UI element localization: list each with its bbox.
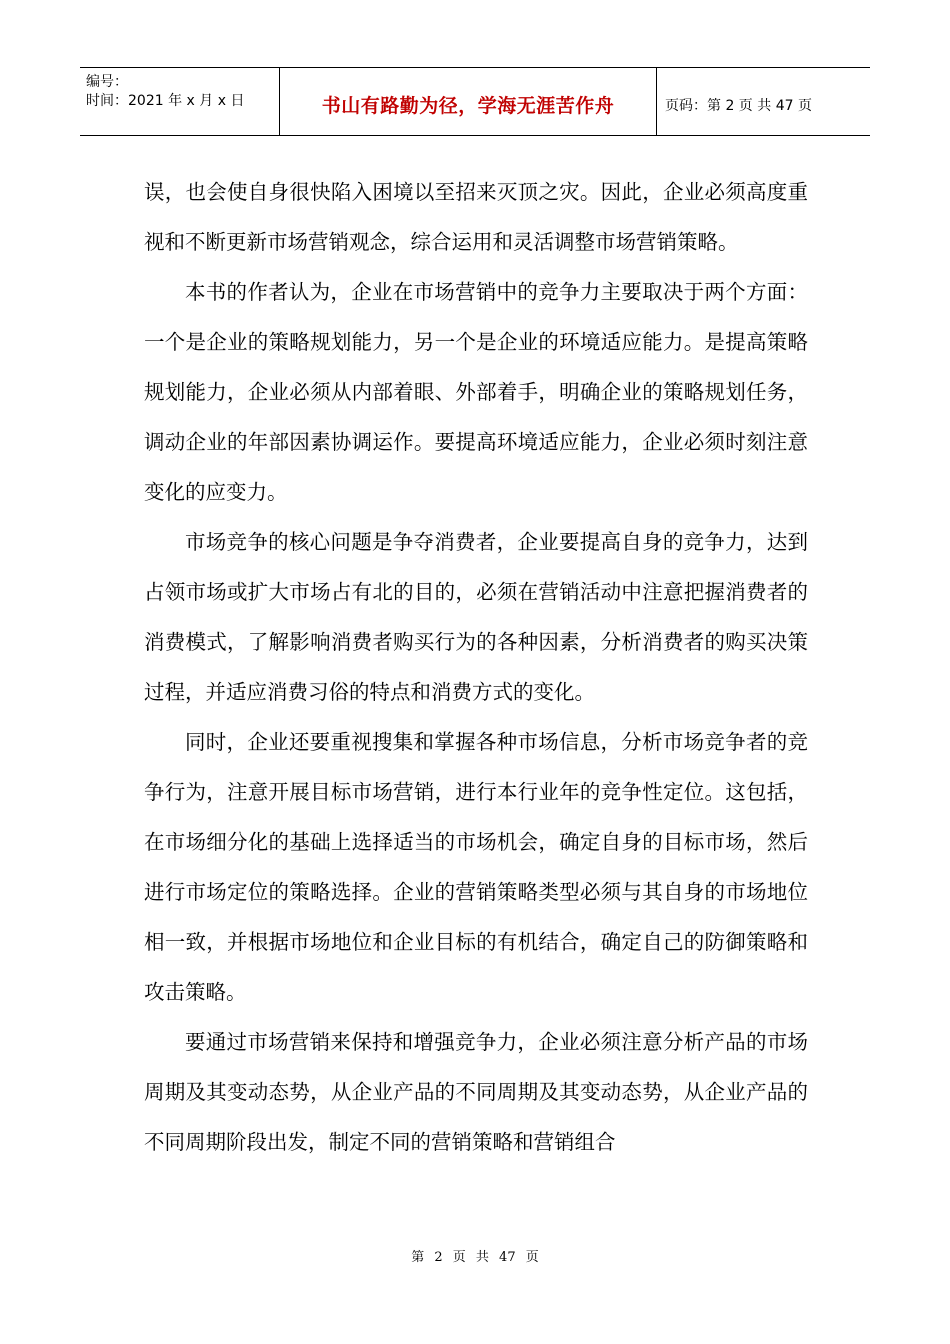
header-meta — [80, 68, 280, 135]
page-footer: 第 2 页 共 47 页 — [411, 1250, 539, 1265]
body-paragraph: 本书的作者认为，企业在市场营销中的竞争力主要取决于两个方面：一个是企业的策略规划能力，另一个是企业的环境适应能力。是提高策略规划能力，企业必须从内部着眼、外部着手，明确企业的策略规划任务，调动企业的年部因素协调运作。要提高环境适应能力，企业必须时刻注意变化的应变力。 — [144, 280, 808, 504]
body-paragraph: 市场竞争的核心问题是争夺消费者，企业要提高自身的竞争力，达到占领市场或扩大市场占有北的目的，必须在营销活动中注意把握消费者的消费模式，了解影响消费者购买行为的各种因素，分析消费者的购买决策过程，并适应消费习俗的特点和消费方式的变化。 — [144, 530, 808, 704]
document-date: 时间：2021 年 x 月 x 日 — [86, 93, 245, 109]
header-page-info: 页码：第 2 页 共 47 页 — [665, 97, 812, 114]
document-number-label: 编号： — [86, 74, 128, 90]
page-header — [80, 67, 870, 136]
document-body — [144, 167, 808, 1167]
body-paragraph: 要通过市场营销来保持和增强竞争力，企业必须注意分析产品的市场周期及其变动态势，从企业产品的不同周期及其变动态势，从企业产品的不同周期阶段出发，制定不同的营销策略和营销组合 — [144, 1030, 808, 1154]
header-page-info-cell — [657, 68, 870, 135]
header-motto: 书山有路勤为径，学海无涯苦作舟 — [321, 95, 615, 117]
body-paragraph: 同时，企业还要重视搜集和掌握各种市场信息，分析市场竞争者的竞争行为，注意开展目标市场营销，进行本行业年的竞争性定位。这包括，在市场细分化的基础上选择适当的市场机会，确定自身的目标市场，然后进行市场定位的策略选择。企业的营销策略类型必须与其自身的市场地位相一致，并根据市场地位和企业目标的有机结合，确定自己的防御策略和攻击策略。 — [144, 730, 808, 1004]
header-motto-cell — [280, 68, 657, 135]
body-paragraph: 误，也会使自身很快陷入困境以至招来灭顶之灾。因此，企业必须高度重视和不断更新市场营销观念，综合运用和灵活调整市场营销策略。 — [144, 180, 808, 254]
